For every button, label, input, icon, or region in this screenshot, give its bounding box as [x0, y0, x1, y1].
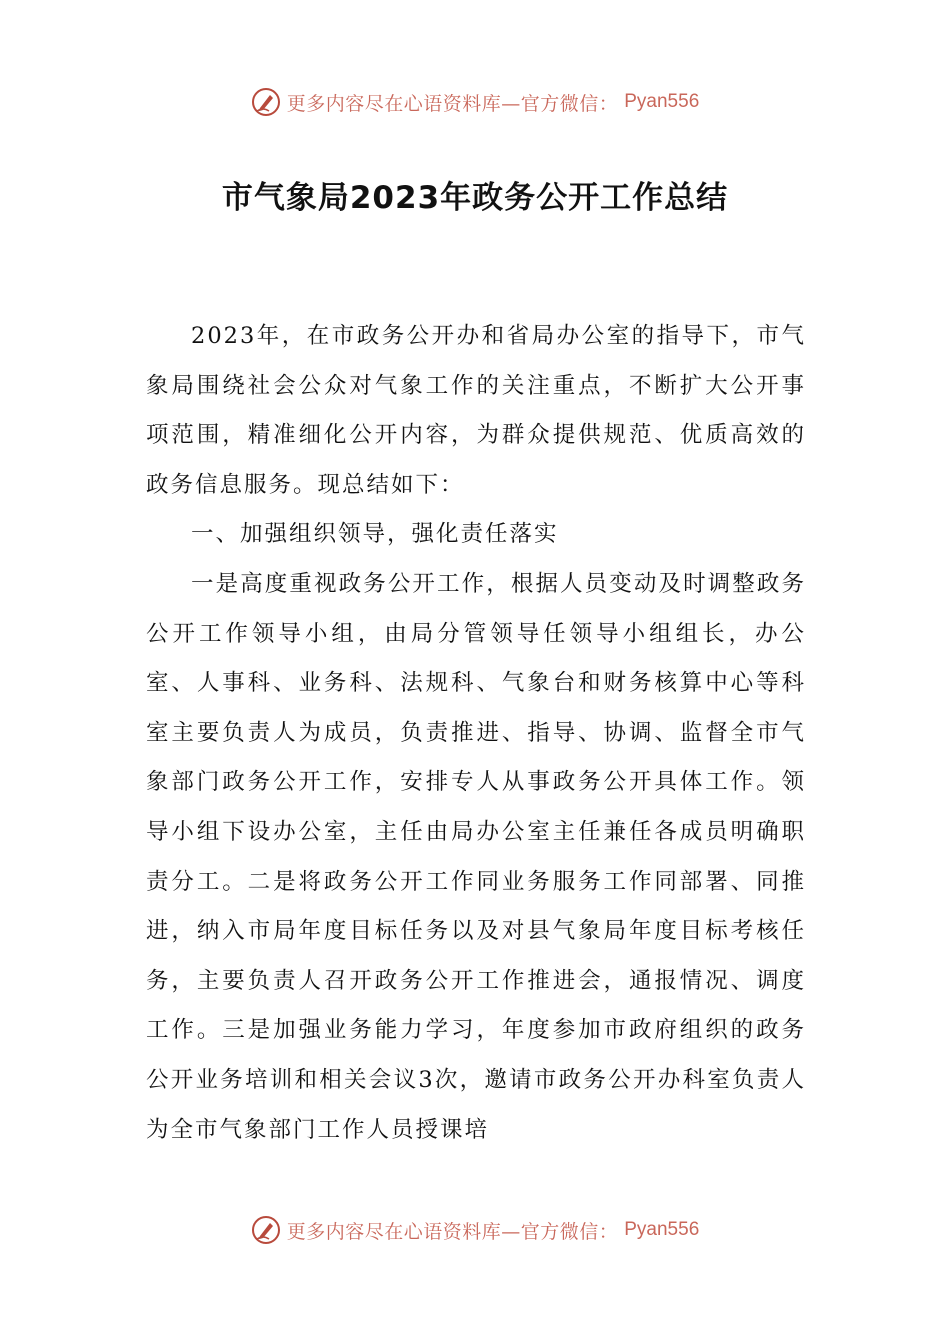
watermark-footer [0, 1212, 950, 1248]
watermark-wechat-id: Pyan556 [624, 91, 700, 112]
watermark-wechat-id: Pyan556 [624, 1219, 700, 1240]
watermark-text: 更多内容尽在心语资料库—官方微信： [286, 92, 619, 115]
document-body [146, 312, 806, 1155]
pen-logo-icon [251, 1215, 281, 1245]
watermark-text: 更多内容尽在心语资料库—官方微信： [286, 1220, 619, 1243]
document-title: 市气象局2023年政务公开工作总结 [221, 180, 729, 216]
pen-logo-icon [251, 87, 281, 117]
section-heading-1: 一、加强组织领导，强化责任落实 [191, 521, 559, 548]
watermark-header [0, 84, 950, 120]
paragraph-intro: 2023年，在市政务公开办和省局办公室的指导下，市气象局围绕社会公众对气象工作的关注重点，不断扩大公开事项范围，精准细化公开内容，为群众提供规范、优质高效的政务信息服务。现总结如下： [146, 323, 806, 498]
paragraph-section-1: 一是高度重视政务公开工作，根据人员变动及时调整政务公开工作领导小组，由局分管领导任领导小组组长，办公室、人事科、业务科、法规科、气象台和财务核算中心等科室主要负责人为成员，负责推进、指导、协调、监督全市气象部门政务公开工作，安排专人从事政务公开具体工作。领导小组下设办公室，主任由局办公室主任兼任各成员明确职责分工。二是将政务公开工作同业务服务工作同部署、同推进，纳入市局年度目标任务以及对县气象局年度目标考核任务，主要负责人召开政务公开工作推进会，通报情况、调度工作。三是加强业务能力学习，年度参加市政府组织的政务公开业务培训和相关会议3次，邀请市政务公开办科室负责人为全市气象部门工作人员授课培 [146, 570, 806, 1143]
